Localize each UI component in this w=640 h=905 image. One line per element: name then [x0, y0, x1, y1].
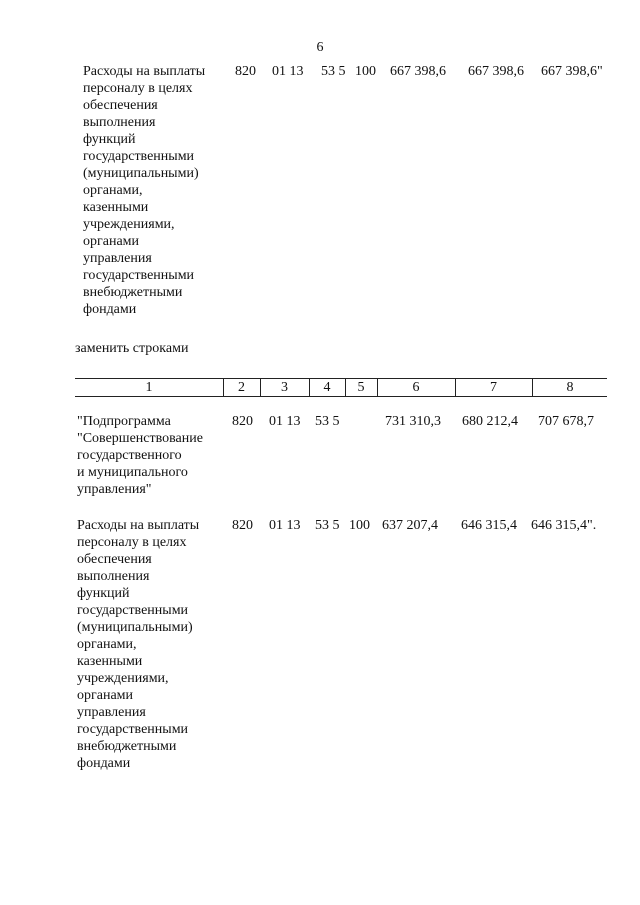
- desc-line: управления: [83, 251, 152, 266]
- desc-line: органами: [77, 688, 134, 703]
- cell-col7: 646 315,4: [461, 518, 517, 533]
- cell-col3: 01 13: [272, 64, 304, 79]
- cell-col6: 637 207,4: [382, 518, 438, 533]
- desc-line: функций: [83, 132, 136, 147]
- header-col6: 6: [412, 380, 420, 395]
- desc-line: государственными: [77, 722, 189, 737]
- cell-col6: 667 398,6: [390, 64, 446, 79]
- row-description: [77, 517, 222, 772]
- desc-line: государственного: [77, 448, 182, 463]
- desc-line: "Совершенствование: [77, 431, 203, 446]
- table-row-subprogram: [77, 413, 617, 503]
- column-number-header: [75, 378, 607, 397]
- replace-instruction: заменить строками: [75, 341, 189, 356]
- cell-col3: 01 13: [269, 414, 301, 429]
- cell-col8: 667 398,6": [541, 64, 603, 79]
- header-col7: 7: [490, 380, 497, 395]
- desc-line: (муниципальными): [77, 620, 193, 635]
- desc-line: казенными: [83, 200, 149, 215]
- desc-line: казенными: [77, 654, 143, 669]
- header-col8: 8: [566, 380, 574, 395]
- cell-col5: 100: [355, 64, 376, 79]
- desc-line: внебюджетными: [77, 739, 177, 754]
- cell-col7: 667 398,6: [468, 64, 524, 79]
- cell-col2: 820: [232, 414, 253, 429]
- desc-line: государственными: [83, 268, 195, 283]
- desc-line: Расходы на выплаты: [83, 64, 206, 79]
- desc-line: обеспечения: [83, 98, 158, 113]
- desc-line: учреждениями,: [77, 671, 169, 686]
- desc-line: и муниципального: [77, 465, 188, 480]
- row-description: [77, 413, 222, 498]
- desc-line: государственными: [77, 603, 189, 618]
- desc-line: функций: [77, 586, 130, 601]
- desc-line: обеспечения: [77, 552, 152, 567]
- desc-line: "Подпрограмма: [77, 414, 171, 429]
- desc-line: управления": [77, 482, 152, 497]
- cell-col7: 680 212,4: [462, 414, 518, 429]
- cell-col4: 53 5: [315, 414, 340, 429]
- cell-col2: 820: [235, 64, 256, 79]
- desc-line: Расходы на выплаты: [77, 518, 200, 533]
- desc-line: органами,: [83, 183, 143, 198]
- desc-line: фондами: [83, 302, 137, 317]
- cell-col4: 53 5: [315, 518, 340, 533]
- desc-line: выполнения: [77, 569, 150, 584]
- header-col2: 2: [238, 380, 245, 395]
- cell-col8: 707 678,7: [538, 414, 594, 429]
- cell-col3: 01 13: [269, 518, 301, 533]
- desc-line: персоналу в целях: [83, 81, 193, 96]
- desc-line: органами,: [77, 637, 137, 652]
- desc-line: фондами: [77, 756, 131, 771]
- page-number: 6: [316, 40, 324, 55]
- cell-col5: 100: [349, 518, 370, 533]
- header-col5: 5: [357, 380, 365, 395]
- desc-line: управления: [77, 705, 146, 720]
- desc-line: государственными: [83, 149, 195, 164]
- table-row-personnel: [77, 517, 617, 777]
- desc-line: (муниципальными): [83, 166, 199, 181]
- desc-line: учреждениями,: [83, 217, 175, 232]
- header-col1: 1: [145, 380, 153, 395]
- row-description: [83, 63, 228, 318]
- cell-col2: 820: [232, 518, 253, 533]
- cell-col8: 646 315,4".: [531, 518, 597, 533]
- desc-line: органами: [83, 234, 140, 249]
- table-row-old: [83, 63, 623, 323]
- desc-line: выполнения: [83, 115, 156, 130]
- header-col3: 3: [281, 380, 288, 395]
- desc-line: внебюджетными: [83, 285, 183, 300]
- cell-col6: 731 310,3: [385, 414, 441, 429]
- desc-line: персоналу в целях: [77, 535, 187, 550]
- cell-col4: 53 5: [321, 64, 346, 79]
- header-col4: 4: [323, 380, 331, 395]
